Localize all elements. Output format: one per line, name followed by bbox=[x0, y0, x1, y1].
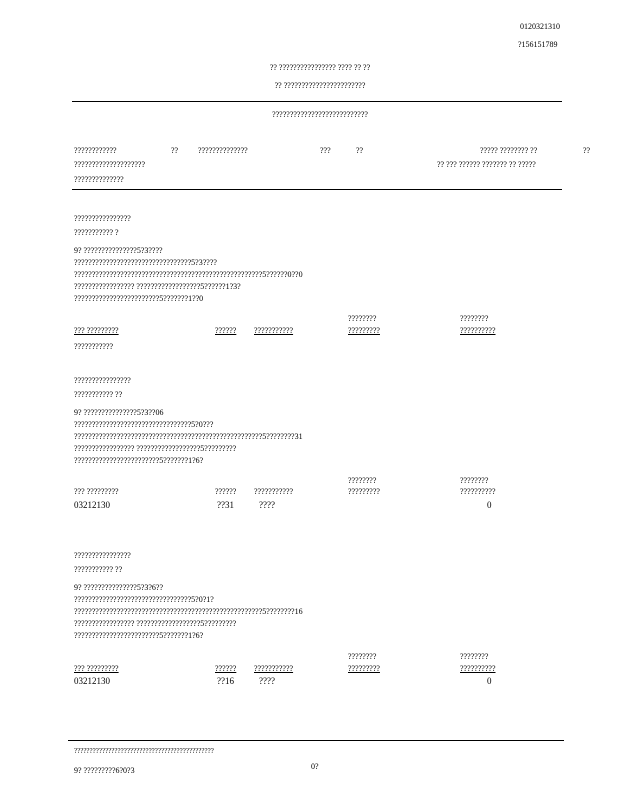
block-line: ?????????????????????????????????????????????????????5????????31 bbox=[74, 432, 303, 441]
info-label: ???????????? bbox=[74, 146, 117, 155]
column-header: ???????? bbox=[460, 652, 489, 661]
table-row-cell: ???? bbox=[259, 500, 275, 510]
column-header: ?????? bbox=[215, 326, 237, 335]
info-text: ?? bbox=[356, 146, 364, 155]
column-header: ?????????? bbox=[460, 326, 496, 335]
block-heading: ???????????????? bbox=[74, 551, 131, 560]
column-header: ???????? bbox=[460, 476, 489, 485]
footer-note: ????????????????????????????????????????????? bbox=[74, 747, 214, 755]
block-line: ?????????????????????????????????5?3???? bbox=[74, 258, 217, 267]
info-text: ????? ???????? ?? bbox=[480, 146, 538, 155]
column-header: ?????????? bbox=[460, 487, 496, 496]
block-line: 9? ???????????????5?3?6?? bbox=[74, 583, 164, 592]
table-row-cell: 0 bbox=[487, 676, 492, 686]
page-number: 0? bbox=[311, 762, 319, 771]
column-header: ????????? bbox=[348, 326, 380, 335]
table-row-cell: 03212130 bbox=[74, 500, 110, 510]
column-header: ?????? bbox=[215, 664, 237, 673]
document-subtitle: ?? ??????????????????????? bbox=[274, 81, 366, 90]
info-text: ??? bbox=[320, 146, 331, 155]
column-header: ???????? bbox=[348, 314, 377, 323]
column-header: ??? ????????? bbox=[74, 326, 119, 335]
info-text: ?? bbox=[171, 146, 179, 155]
column-header: ?????????? bbox=[460, 664, 496, 673]
block-line: ????????????????? ??????????????????5????????? bbox=[74, 619, 237, 628]
column-header: ???????? bbox=[348, 476, 377, 485]
info-text: ?? ??? ?????? ??????? ?? ????? bbox=[437, 160, 536, 169]
document-title: ?? ???????????????? ???? ?? ?? bbox=[269, 63, 371, 72]
document-code-1: 0120321310 bbox=[520, 22, 560, 31]
block-line: ????????????????????????5???????1??0 bbox=[74, 294, 204, 303]
block-line: ????????????????????????5???????1?6? bbox=[74, 456, 204, 465]
footer-divider bbox=[68, 740, 564, 741]
info-text: ?????????????? bbox=[198, 146, 248, 155]
block-line: 9? ???????????????5?3??06 bbox=[74, 408, 164, 417]
block-heading: ???????????????? bbox=[74, 214, 131, 223]
table-row-cell: ??????????? bbox=[74, 342, 114, 351]
block-heading: ???????????????? bbox=[74, 376, 131, 385]
info-text: ?? bbox=[583, 146, 591, 155]
table-row-cell: 03212130 bbox=[74, 676, 110, 686]
block-line: ?????????????????????????????????5?0?1? bbox=[74, 595, 214, 604]
block-subheading: ??????????? ? bbox=[74, 228, 119, 237]
column-header: ????????? bbox=[348, 664, 380, 673]
info-label: ?????????????? bbox=[74, 175, 124, 184]
block-line: ????????????????? ??????????????????5????????? bbox=[74, 444, 237, 453]
table-row-cell: ??16 bbox=[217, 676, 234, 686]
column-header: ??????????? bbox=[254, 487, 294, 496]
footer-text: 9? ?????????6?0?3 bbox=[74, 766, 135, 775]
block-line: 9? ???????????????5?3???? bbox=[74, 246, 163, 255]
column-header: ???????? bbox=[460, 314, 489, 323]
column-header: ??????????? bbox=[254, 664, 294, 673]
column-header: ?????? bbox=[215, 487, 237, 496]
table-row-cell: ??31 bbox=[217, 500, 234, 510]
divider bbox=[72, 101, 562, 102]
block-line: ????????????????? ??????????????????5??????1?3? bbox=[74, 282, 241, 291]
section-title: ??????????????????????????? bbox=[272, 110, 368, 119]
block-subheading: ??????????? ?? bbox=[74, 565, 123, 574]
block-line: ????????????????????????5???????1?6? bbox=[74, 631, 204, 640]
column-header: ??? ????????? bbox=[74, 487, 119, 496]
table-row-cell: ???? bbox=[259, 676, 275, 686]
column-header: ???????? bbox=[348, 652, 377, 661]
column-header: ??????????? bbox=[254, 326, 294, 335]
block-subheading: ??????????? ?? bbox=[74, 390, 123, 399]
divider bbox=[72, 189, 562, 190]
block-line: ?????????????????????????????????????????????????????5????????16 bbox=[74, 607, 303, 616]
info-label: ???????????????????? bbox=[74, 160, 146, 169]
table-row-cell: 0 bbox=[487, 500, 492, 510]
column-header: ??? ????????? bbox=[74, 664, 119, 673]
document-code-2: ?156151789 bbox=[518, 40, 558, 49]
block-line: ?????????????????????????????????????????????????????5??????0??0 bbox=[74, 270, 303, 279]
block-line: ?????????????????????????????????5?0??? bbox=[74, 420, 214, 429]
column-header: ????????? bbox=[348, 487, 380, 496]
